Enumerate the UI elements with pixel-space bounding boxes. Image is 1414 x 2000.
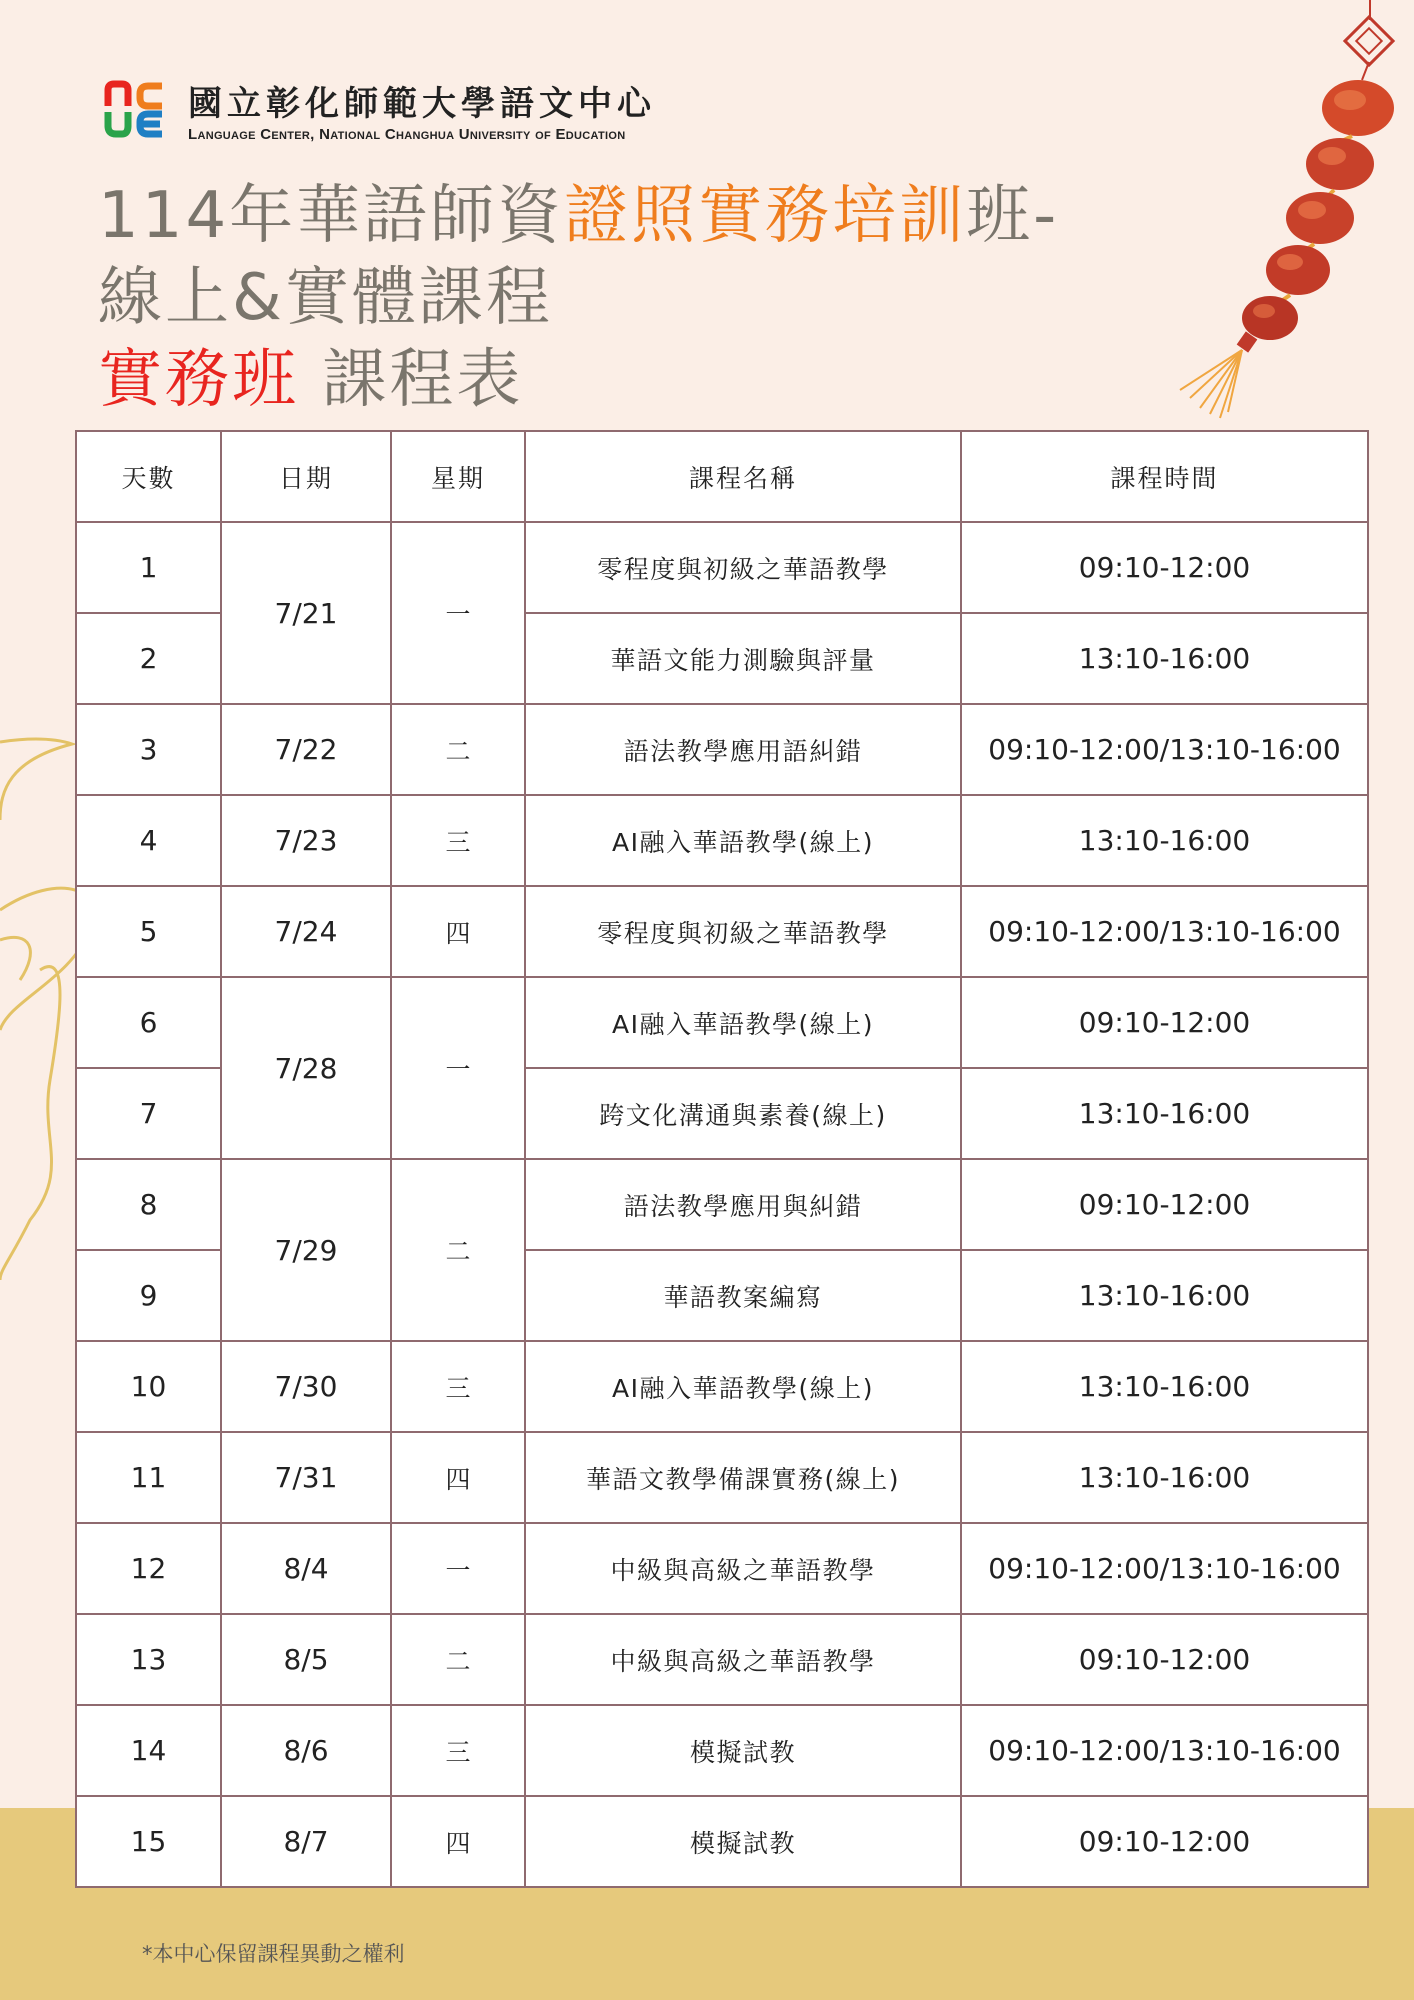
cell-day: 9 [76,1250,221,1341]
cell-weekday: 四 [391,886,525,977]
table-row [76,886,1368,977]
title-highlight-red: 實務班 [98,343,299,417]
cell-time: 13:10-16:00 [961,1068,1368,1159]
table-row [76,1432,1368,1523]
cell-course: AI融入華語教學(線上) [525,795,961,886]
chinese-knot-icon [1345,17,1393,65]
cell-time: 09:10-12:00 [961,522,1368,613]
cell-weekday: 四 [391,1796,525,1887]
cell-course: 跨文化溝通與素養(線上) [525,1068,961,1159]
lantern-decoration [1130,0,1414,430]
cell-weekday: 一 [391,1523,525,1614]
cell-weekday: 三 [391,1341,525,1432]
title-part: 課程表 [299,343,524,417]
cell-date: 7/28 [221,977,391,1159]
cell-time: 09:10-12:00/13:10-16:00 [961,886,1368,977]
cell-course: 模擬試教 [525,1705,961,1796]
title-part: 班- [966,179,1060,253]
cell-day: 4 [76,795,221,886]
cell-course: 語法教學應用語糾錯 [525,704,961,795]
cell-date: 7/21 [221,522,391,704]
header-date: 日期 [221,431,391,522]
table-row [76,1705,1368,1796]
cell-date: 7/29 [221,1159,391,1341]
cell-course: 中級與高級之華語教學 [525,1523,961,1614]
cell-day: 15 [76,1796,221,1887]
title-line-1 [98,179,1060,253]
cell-date: 8/5 [221,1614,391,1705]
cell-course: 零程度與初級之華語教學 [525,886,961,977]
cell-time: 13:10-16:00 [961,1432,1368,1523]
cell-date: 7/30 [221,1341,391,1432]
cell-time: 09:10-12:00/13:10-16:00 [961,704,1368,795]
cell-course: AI融入華語教學(線上) [525,977,961,1068]
cell-day: 5 [76,886,221,977]
cell-time: 09:10-12:00/13:10-16:00 [961,1523,1368,1614]
title-highlight: 證照實務培訓 [564,179,967,253]
title-part: 114年華語師資 [98,179,565,253]
title-line-3 [98,343,524,417]
cell-time: 09:10-12:00 [961,1796,1368,1887]
cell-course: 華語文教學備課實務(線上) [525,1432,961,1523]
cell-day: 13 [76,1614,221,1705]
table-row [76,704,1368,795]
cell-day: 1 [76,522,221,613]
table-row [76,795,1368,886]
header-day: 天數 [76,431,221,522]
cell-time: 09:10-12:00/13:10-16:00 [961,1705,1368,1796]
cell-weekday: 二 [391,1614,525,1705]
table-row [76,1614,1368,1705]
cell-day: 7 [76,1068,221,1159]
cell-day: 8 [76,1159,221,1250]
table-row [76,1159,1368,1250]
header-time: 課程時間 [961,431,1368,522]
cell-day: 14 [76,1705,221,1796]
cell-day: 12 [76,1523,221,1614]
cell-weekday: 二 [391,704,525,795]
cell-weekday: 三 [391,1705,525,1796]
cell-date: 7/24 [221,886,391,977]
cell-time: 09:10-12:00 [961,1614,1368,1705]
cell-day: 10 [76,1341,221,1432]
cell-weekday: 一 [391,977,525,1159]
table-row [76,1341,1368,1432]
cell-course: 模擬試教 [525,1796,961,1887]
cell-time: 13:10-16:00 [961,1341,1368,1432]
cell-weekday: 二 [391,1159,525,1341]
header-weekday: 星期 [391,431,525,522]
org-name: 國立彰化師範大學語文中心 [188,84,656,124]
cell-course: 華語文能力測驗與評量 [525,613,961,704]
table-row [76,522,1368,613]
cell-date: 8/4 [221,1523,391,1614]
cell-date: 7/23 [221,795,391,886]
table-row [76,1796,1368,1887]
ncue-logo [104,80,168,138]
cell-date: 8/7 [221,1796,391,1887]
table-row [76,1523,1368,1614]
cell-course: AI融入華語教學(線上) [525,1341,961,1432]
table-header-row [76,431,1368,522]
cell-time: 13:10-16:00 [961,795,1368,886]
cell-weekday: 一 [391,522,525,704]
cell-course: 中級與高級之華語教學 [525,1614,961,1705]
org-name-english: Language Center, National Changhua University of Education [188,126,626,143]
footnote: *本中心保留課程異動之權利 [142,1942,405,1966]
cell-day: 2 [76,613,221,704]
cell-weekday: 四 [391,1432,525,1523]
cell-weekday: 三 [391,795,525,886]
course-schedule-table [75,430,1369,1888]
cell-time: 09:10-12:00 [961,1159,1368,1250]
cell-time: 13:10-16:00 [961,1250,1368,1341]
cell-date: 7/22 [221,704,391,795]
cell-day: 11 [76,1432,221,1523]
cell-date: 7/31 [221,1432,391,1523]
table-row [76,977,1368,1068]
cell-course: 語法教學應用與糾錯 [525,1159,961,1250]
cell-time: 09:10-12:00 [961,977,1368,1068]
cell-time: 13:10-16:00 [961,613,1368,704]
header-course: 課程名稱 [525,431,961,522]
cell-course: 華語教案編寫 [525,1250,961,1341]
cell-course: 零程度與初級之華語教學 [525,522,961,613]
title-line-2: 線上&實體課程 [98,261,553,335]
cell-day: 3 [76,704,221,795]
cell-date: 8/6 [221,1705,391,1796]
cell-day: 6 [76,977,221,1068]
